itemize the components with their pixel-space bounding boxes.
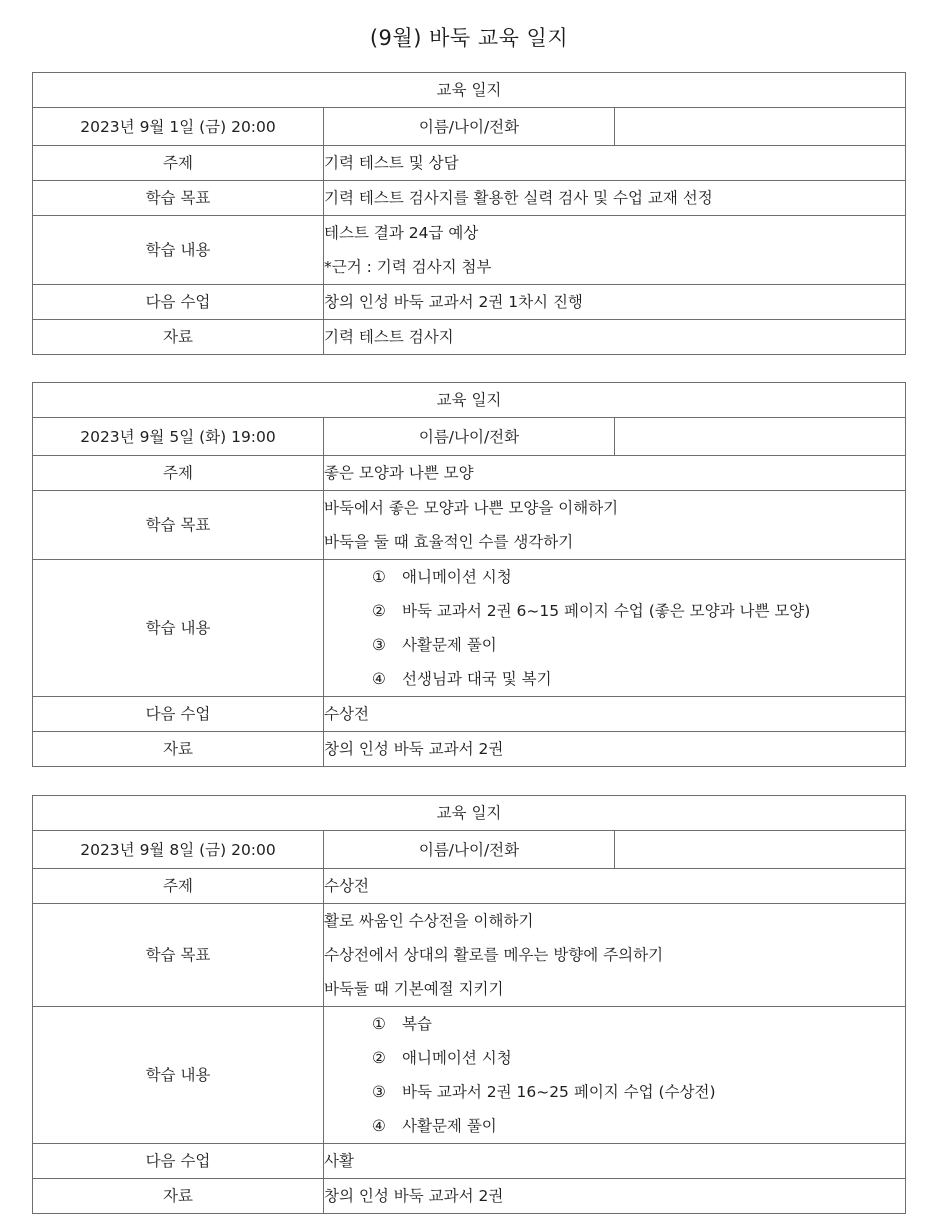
value-goal <box>324 491 906 560</box>
list-item-text: 사활문제 풀이 <box>402 1117 497 1135</box>
table-row <box>33 732 906 767</box>
label-next: 다음 수업 <box>33 697 324 732</box>
label-next: 다음 수업 <box>33 285 324 320</box>
list-item-text: 선생님과 대국 및 복기 <box>402 670 552 688</box>
table-row <box>33 869 906 904</box>
text-line: 바둑에서 좋은 모양과 나쁜 모양을 이해하기 <box>324 499 619 517</box>
value-content <box>324 1007 906 1144</box>
text-line: 활로 싸움인 수상전을 이해하기 <box>324 912 534 930</box>
session-datetime: 2023년 9월 1일 (금) 20:00 <box>33 108 324 146</box>
list-marker: ① <box>372 1015 386 1033</box>
text-line: 바둑둘 때 기본예절 지키기 <box>324 980 504 998</box>
journal-table <box>32 795 906 1214</box>
label-material: 자료 <box>33 320 324 355</box>
label-material: 자료 <box>33 1179 324 1214</box>
text-line-group <box>324 1007 905 1143</box>
value-material: 창의 인성 바둑 교과서 2권 <box>324 732 906 767</box>
student-info-header: 이름/나이/전화 <box>324 418 615 456</box>
table-row <box>33 1144 906 1179</box>
text-line: 기력 테스트 검사지를 활용한 실력 검사 및 수업 교재 선정 <box>324 189 713 207</box>
table-row <box>33 285 906 320</box>
table-row <box>33 146 906 181</box>
value-goal <box>324 181 906 216</box>
label-next: 다음 수업 <box>33 1144 324 1179</box>
list-marker: ④ <box>372 670 386 688</box>
text-line <box>324 1109 905 1143</box>
page-title: (9월) 바둑 교육 일지 <box>369 26 569 50</box>
journal-header-title: 교육 일지 <box>33 383 906 418</box>
list-item-text: 바둑 교과서 2권 16~25 페이지 수업 (수상전) <box>402 1083 716 1101</box>
student-info-value[interactable] <box>615 831 906 869</box>
text-line <box>324 1041 905 1075</box>
list-marker: ② <box>372 1049 386 1067</box>
text-line-group <box>324 491 905 559</box>
list-marker: ④ <box>372 1117 386 1135</box>
label-topic: 주제 <box>33 869 324 904</box>
value-content <box>324 216 906 285</box>
list-marker: ③ <box>372 1083 386 1101</box>
text-line <box>324 1007 905 1041</box>
list-item-text: 애니메이션 시청 <box>402 1049 512 1067</box>
text-line <box>324 560 905 594</box>
text-line-group <box>324 181 905 215</box>
list-marker: ① <box>372 568 386 586</box>
table-row <box>33 697 906 732</box>
table-row <box>33 904 906 1007</box>
table-row <box>33 1007 906 1144</box>
session-datetime: 2023년 9월 8일 (금) 20:00 <box>33 831 324 869</box>
table-row <box>33 108 906 146</box>
table-row <box>33 181 906 216</box>
list-item-text: 복습 <box>402 1015 432 1033</box>
student-info-header: 이름/나이/전화 <box>324 108 615 146</box>
list-marker: ③ <box>372 636 386 654</box>
journal-header-title: 교육 일지 <box>33 73 906 108</box>
table-row <box>33 320 906 355</box>
table-row <box>33 456 906 491</box>
table-row <box>33 73 906 108</box>
value-content <box>324 560 906 697</box>
text-line: 수상전에서 상대의 활로를 메우는 방향에 주의하기 <box>324 946 664 964</box>
journal-table <box>32 72 906 355</box>
journal-header-title: 교육 일지 <box>33 796 906 831</box>
label-content: 학습 내용 <box>33 560 324 697</box>
value-topic: 수상전 <box>324 869 906 904</box>
label-goal: 학습 목표 <box>33 904 324 1007</box>
table-row <box>33 418 906 456</box>
value-material: 창의 인성 바둑 교과서 2권 <box>324 1179 906 1214</box>
table-row <box>33 216 906 285</box>
student-info-value[interactable] <box>615 108 906 146</box>
text-line: 바둑을 둘 때 효율적인 수를 생각하기 <box>324 533 574 551</box>
list-item-text: 사활문제 풀이 <box>402 636 497 654</box>
label-content: 학습 내용 <box>33 1007 324 1144</box>
value-topic: 기력 테스트 및 상담 <box>324 146 906 181</box>
value-next: 수상전 <box>324 697 906 732</box>
value-next: 사활 <box>324 1144 906 1179</box>
text-line: *근거 : 기력 검사지 첨부 <box>324 258 492 276</box>
session-datetime: 2023년 9월 5일 (화) 19:00 <box>33 418 324 456</box>
value-next: 창의 인성 바둑 교과서 2권 1차시 진행 <box>324 285 906 320</box>
table-row <box>33 796 906 831</box>
table-row <box>33 831 906 869</box>
journal-table <box>32 382 906 767</box>
text-line <box>324 1075 905 1109</box>
value-topic: 좋은 모양과 나쁜 모양 <box>324 456 906 491</box>
list-item-text: 애니메이션 시청 <box>402 568 512 586</box>
label-material: 자료 <box>33 732 324 767</box>
label-goal: 학습 목표 <box>33 181 324 216</box>
table-row <box>33 383 906 418</box>
value-goal <box>324 904 906 1007</box>
list-marker: ② <box>372 602 386 620</box>
table-row <box>33 560 906 697</box>
student-info-header: 이름/나이/전화 <box>324 831 615 869</box>
text-line-group <box>324 216 905 284</box>
list-item-text: 바둑 교과서 2권 6~15 페이지 수업 (좋은 모양과 나쁜 모양) <box>402 602 811 620</box>
text-line-group <box>324 560 905 696</box>
text-line <box>324 662 905 696</box>
text-line <box>324 594 905 628</box>
value-material: 기력 테스트 검사지 <box>324 320 906 355</box>
text-line: 테스트 결과 24급 예상 <box>324 224 479 242</box>
text-line <box>324 628 905 662</box>
label-content: 학습 내용 <box>33 216 324 285</box>
table-row <box>33 491 906 560</box>
student-info-value[interactable] <box>615 418 906 456</box>
label-topic: 주제 <box>33 146 324 181</box>
text-line-group <box>324 904 905 1006</box>
label-topic: 주제 <box>33 456 324 491</box>
table-row <box>33 1179 906 1214</box>
label-goal: 학습 목표 <box>33 491 324 560</box>
